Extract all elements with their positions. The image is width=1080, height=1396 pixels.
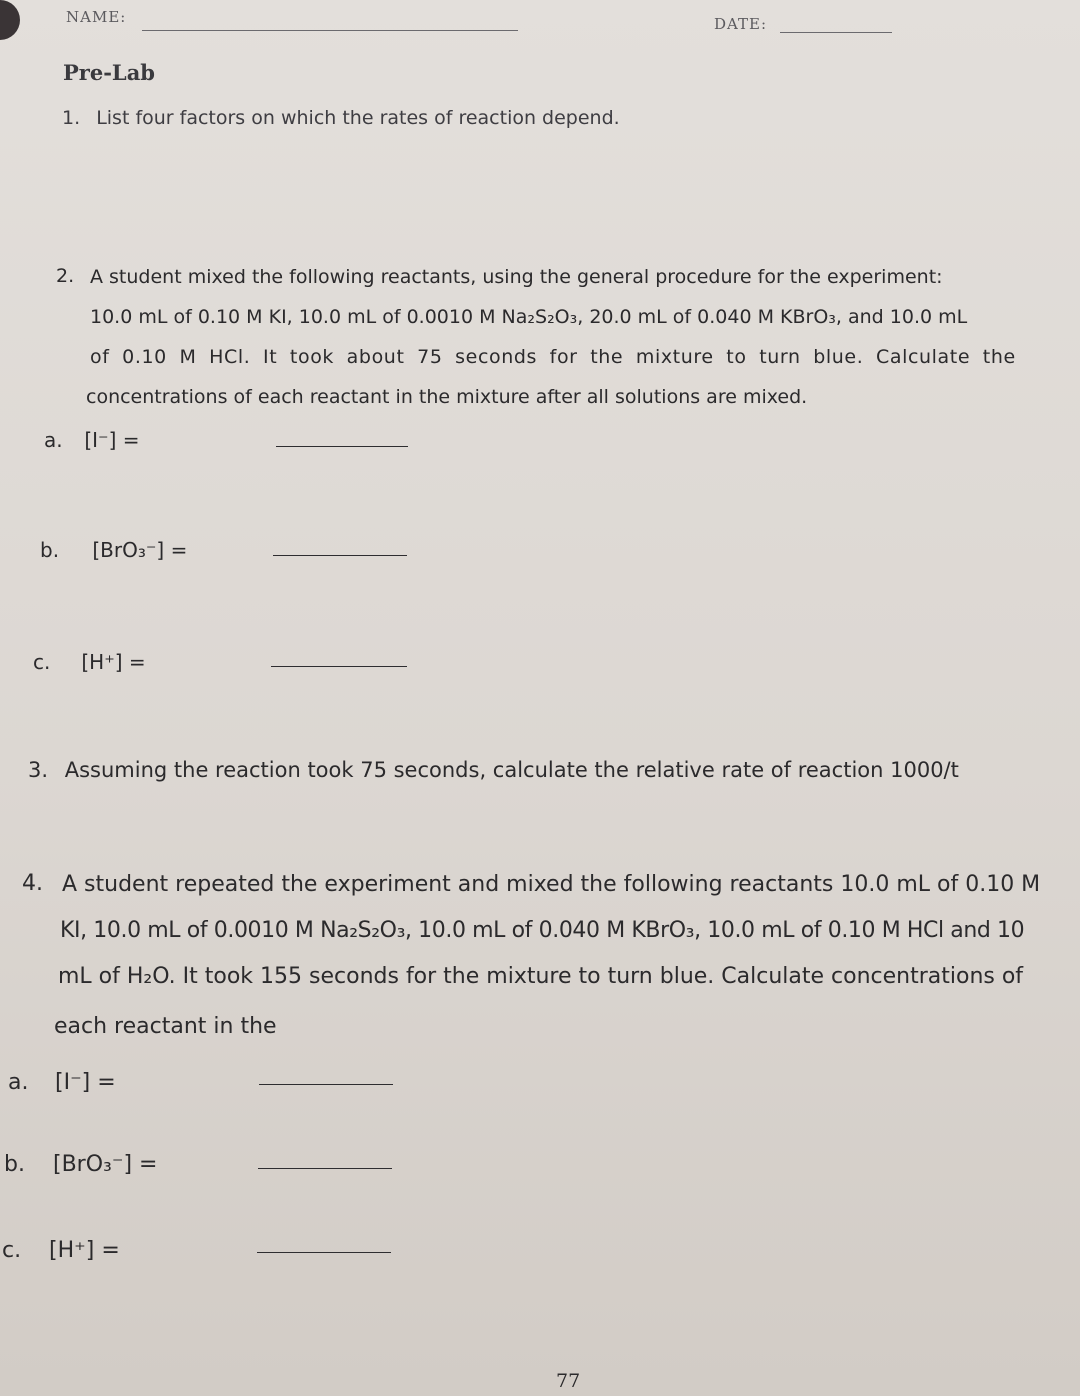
page-corner-shadow xyxy=(0,0,20,40)
question-4-item-a-text: [I⁻] = xyxy=(55,1070,116,1095)
question-2-item-a-label: a. xyxy=(44,428,63,452)
question-1-number: 1. xyxy=(62,107,81,129)
question-2-item-c xyxy=(33,650,146,674)
question-4-line-1: A student repeated the experiment and mixed the following reactants 10.0 mL of 0.10 M xyxy=(62,872,1041,897)
question-2-answer-a-line[interactable] xyxy=(276,446,408,447)
question-4-answer-a-line[interactable] xyxy=(259,1084,393,1085)
question-4-item-c-text: [H⁺] = xyxy=(49,1238,120,1263)
question-2-item-b-label: b. xyxy=(40,538,60,562)
question-4-item-b-text: [BrO₃⁻] = xyxy=(53,1152,158,1177)
question-1-text: List four factors on which the rates of reaction depend. xyxy=(96,107,620,129)
question-2-line-1: A student mixed the following reactants, using the general procedure for the experiment: xyxy=(90,266,943,288)
question-2-item-b xyxy=(40,538,187,562)
question-3 xyxy=(28,760,959,780)
question-2-item-c-text: [H⁺] = xyxy=(81,650,146,674)
question-4-item-b-label: b. xyxy=(4,1152,25,1177)
question-2-line-3: of 0.10 M HCl. It took about 75 seconds for the mixture to turn blue. Calculate the xyxy=(90,346,1016,368)
question-3-number: 3. xyxy=(28,758,49,782)
question-2-line-2: 10.0 mL of 0.10 M KI, 10.0 mL of 0.0010 M Na₂S₂O₃, 20.0 mL of 0.040 M KBrO₃, and 10.0 mL xyxy=(90,306,968,328)
question-2-line-4: concentrations of each reactant in the mixture after all solutions are mixed. xyxy=(86,386,808,408)
question-2-item-c-label: c. xyxy=(33,650,51,674)
question-4-item-b xyxy=(4,1152,157,1177)
date-label: DATE: xyxy=(714,15,768,33)
page-number: 77 xyxy=(556,1370,581,1392)
name-label: NAME: xyxy=(66,8,127,26)
question-2-number: 2. xyxy=(56,265,75,287)
question-2-item-a xyxy=(44,428,140,452)
question-4-line-2: KI, 10.0 mL of 0.0010 M Na₂S₂O₃, 10.0 mL of 0.040 M KBrO₃, 10.0 mL of 0.10 M HCl and 10 xyxy=(60,918,1025,943)
page-title: Pre-Lab xyxy=(63,60,155,85)
name-field-line[interactable] xyxy=(142,30,518,31)
question-4-answer-c-line[interactable] xyxy=(257,1252,391,1253)
question-2-item-b-text: [BrO₃⁻] = xyxy=(92,538,188,562)
question-4-line-3: mL of H₂O. It took 155 seconds for the mixture to turn blue. Calculate concentrations of xyxy=(58,964,1024,989)
question-4-item-c xyxy=(2,1238,120,1263)
question-3-text: Assuming the reaction took 75 seconds, calculate the relative rate of reaction 1000/t xyxy=(64,758,959,782)
question-1 xyxy=(62,108,620,128)
question-4-item-c-label: c. xyxy=(2,1238,22,1263)
question-4-number: 4. xyxy=(22,871,43,896)
date-field-line[interactable] xyxy=(780,32,892,33)
question-4-answer-b-line[interactable] xyxy=(258,1168,392,1169)
question-2-answer-b-line[interactable] xyxy=(273,555,407,556)
question-2-item-a-text: [I⁻] = xyxy=(84,428,140,452)
question-2-answer-c-line[interactable] xyxy=(271,666,407,667)
question-4-item-a xyxy=(8,1070,116,1095)
question-4-item-a-label: a. xyxy=(8,1070,29,1095)
question-4-line-4: each reactant in the xyxy=(54,1014,277,1039)
